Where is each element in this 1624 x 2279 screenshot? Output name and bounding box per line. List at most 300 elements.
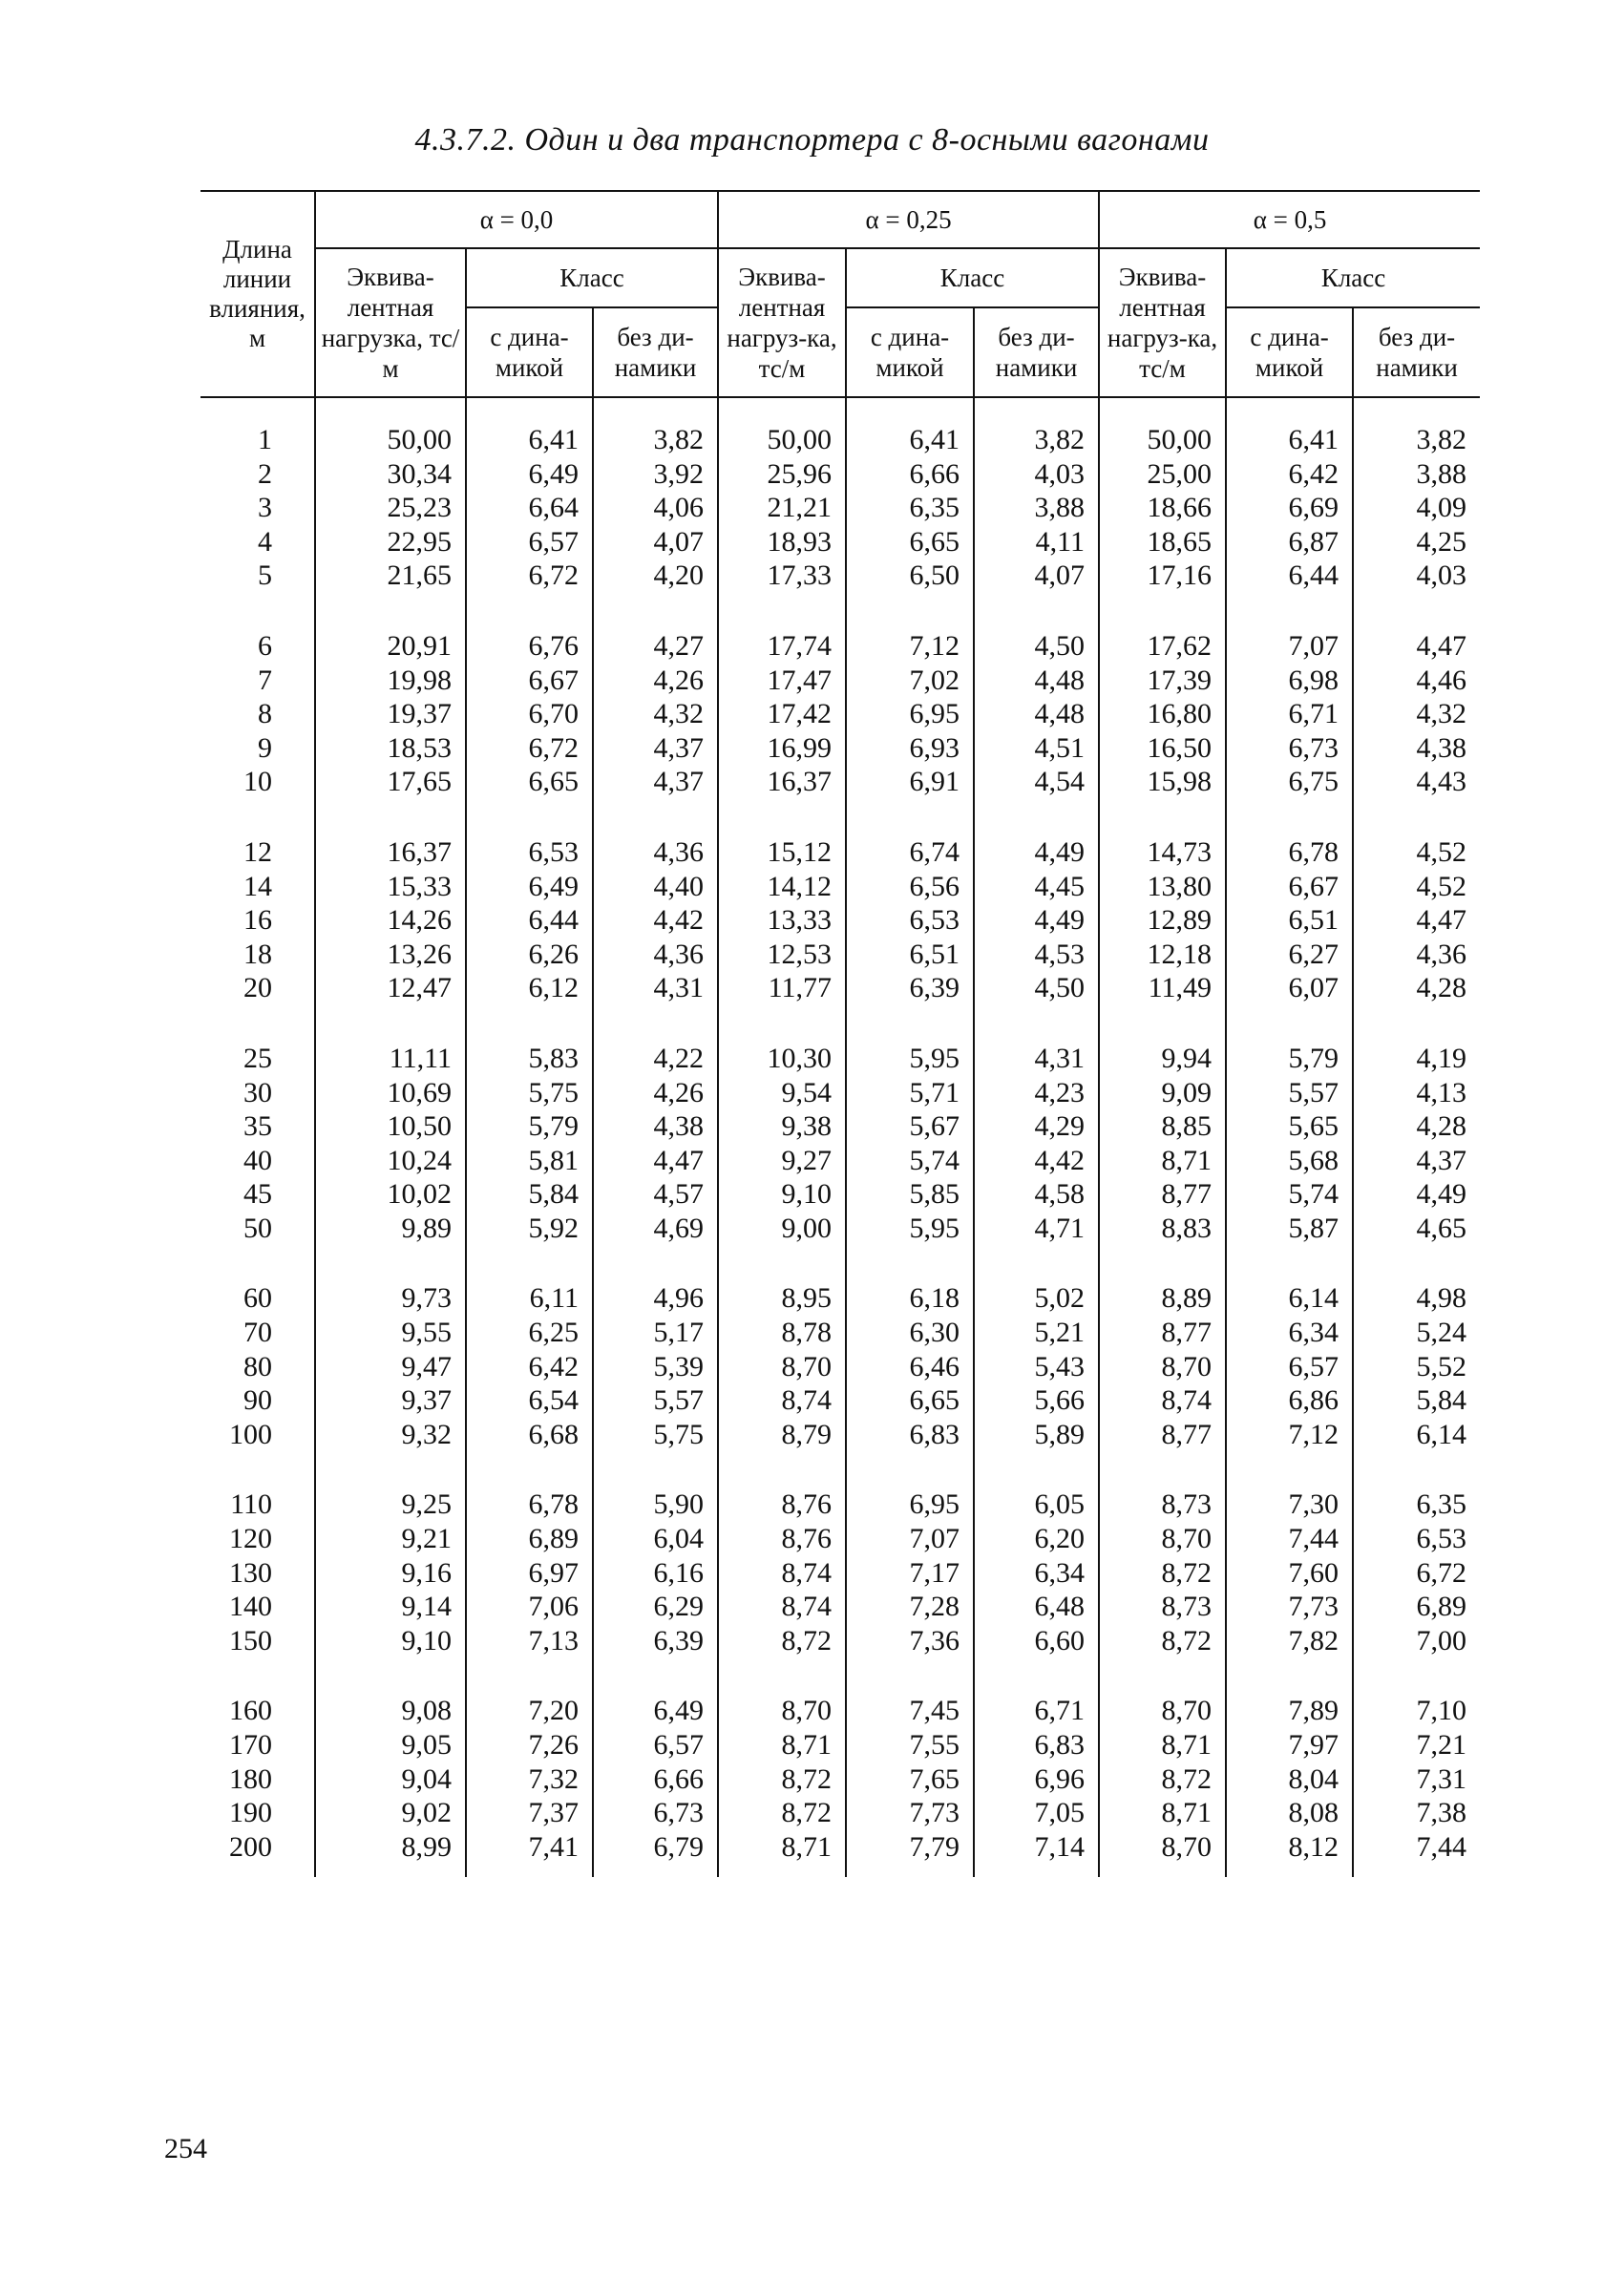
cell-with-dyn-a025: 7,07 xyxy=(846,1522,974,1556)
header-length-label: Длина линии влияния, м xyxy=(209,235,306,352)
cell-length: 3 xyxy=(258,492,272,524)
cell-eq-load-a05: 15,98 xyxy=(1099,765,1226,799)
cell-with-dyn-a025: 5,67 xyxy=(846,1109,974,1144)
cell-without-dyn-a05: 6,14 xyxy=(1353,1418,1480,1452)
cell-with-dyn-a05: 8,04 xyxy=(1226,1762,1353,1797)
header-with-dynamics: с дина-микой xyxy=(466,307,593,397)
cell-with-dyn-a0: 7,20 xyxy=(466,1657,593,1728)
cell-without-dyn-a05: 4,47 xyxy=(1353,903,1480,938)
cell-eq-load-a025: 17,47 xyxy=(718,664,846,698)
cell-with-dyn-a0: 6,42 xyxy=(466,1350,593,1384)
cell-length: 25 xyxy=(243,1042,272,1074)
cell-without-dyn-a025: 7,14 xyxy=(974,1830,1099,1878)
cell-eq-load-a0: 9,32 xyxy=(315,1418,466,1452)
cell-with-dyn-a0: 7,32 xyxy=(466,1762,593,1797)
cell-with-dyn-a025: 6,53 xyxy=(846,903,974,938)
cell-with-dyn-a05: 6,69 xyxy=(1226,491,1353,525)
header-klass: Класс xyxy=(846,248,1099,307)
header-equivalent-load: Эквива-лентная нагрузка, тс/м xyxy=(315,248,466,397)
cell-with-dyn-a025: 6,93 xyxy=(846,731,974,766)
cell-eq-load-a025: 8,72 xyxy=(718,1796,846,1830)
cell-with-dyn-a05: 6,75 xyxy=(1226,765,1353,799)
table-row xyxy=(200,1350,1480,1384)
cell-length: 1 xyxy=(258,424,272,455)
cell-with-dyn-a025: 6,41 xyxy=(846,397,974,457)
cell-with-dyn-a025: 6,95 xyxy=(846,697,974,731)
cell-without-dyn-a0: 6,57 xyxy=(593,1728,718,1762)
cell-eq-load-a0: 30,34 xyxy=(315,457,466,492)
cell-length: 20 xyxy=(243,972,272,1004)
cell-eq-load-a05: 8,74 xyxy=(1099,1383,1226,1418)
cell-eq-load-a0: 9,89 xyxy=(315,1212,466,1246)
cell-with-dyn-a025: 7,17 xyxy=(846,1556,974,1591)
table-row xyxy=(200,731,1480,766)
cell-with-dyn-a0: 6,72 xyxy=(466,731,593,766)
cell-with-dyn-a05: 6,07 xyxy=(1226,971,1353,1005)
cell-with-dyn-a0: 6,11 xyxy=(466,1245,593,1316)
cell-length: 60 xyxy=(243,1282,272,1315)
cell-length: 150 xyxy=(229,1624,272,1656)
table-row xyxy=(200,1451,1480,1522)
cell-eq-load-a025: 17,33 xyxy=(718,559,846,593)
cell-eq-load-a05: 12,18 xyxy=(1099,938,1226,972)
cell-without-dyn-a025: 6,96 xyxy=(974,1762,1099,1797)
cell-with-dyn-a025: 6,65 xyxy=(846,525,974,559)
cell-without-dyn-a05: 7,44 xyxy=(1353,1830,1480,1878)
cell-eq-load-a05: 8,72 xyxy=(1099,1624,1226,1658)
cell-without-dyn-a025: 3,88 xyxy=(974,491,1099,525)
cell-without-dyn-a05: 4,28 xyxy=(1353,1109,1480,1144)
table-row xyxy=(200,1657,1480,1728)
cell-without-dyn-a0: 6,66 xyxy=(593,1762,718,1797)
cell-eq-load-a05: 17,39 xyxy=(1099,664,1226,698)
cell-with-dyn-a05: 7,44 xyxy=(1226,1522,1353,1556)
table-row xyxy=(200,1418,1480,1452)
cell-without-dyn-a05: 6,72 xyxy=(1353,1556,1480,1591)
cell-with-dyn-a025: 5,71 xyxy=(846,1076,974,1110)
cell-without-dyn-a05: 4,52 xyxy=(1353,799,1480,870)
cell-with-dyn-a025: 7,79 xyxy=(846,1830,974,1878)
cell-eq-load-a0: 11,11 xyxy=(315,1005,466,1076)
cell-without-dyn-a025: 6,83 xyxy=(974,1728,1099,1762)
cell-with-dyn-a025: 5,95 xyxy=(846,1212,974,1246)
table-row xyxy=(200,1383,1480,1418)
cell-without-dyn-a0: 5,17 xyxy=(593,1316,718,1350)
cell-eq-load-a05: 18,66 xyxy=(1099,491,1226,525)
cell-without-dyn-a0: 6,73 xyxy=(593,1796,718,1830)
cell-with-dyn-a025: 5,95 xyxy=(846,1005,974,1076)
cell-eq-load-a025: 11,77 xyxy=(718,971,846,1005)
cell-without-dyn-a025: 4,07 xyxy=(974,559,1099,593)
cell-without-dyn-a0: 4,07 xyxy=(593,525,718,559)
cell-without-dyn-a05: 4,25 xyxy=(1353,525,1480,559)
cell-eq-load-a05: 25,00 xyxy=(1099,457,1226,492)
cell-without-dyn-a0: 6,04 xyxy=(593,1522,718,1556)
cell-eq-load-a025: 16,37 xyxy=(718,765,846,799)
cell-with-dyn-a05: 8,12 xyxy=(1226,1830,1353,1878)
cell-length: 110 xyxy=(230,1488,272,1521)
cell-without-dyn-a05: 4,36 xyxy=(1353,938,1480,972)
cell-with-dyn-a05: 6,14 xyxy=(1226,1245,1353,1316)
cell-eq-load-a0: 21,65 xyxy=(315,559,466,593)
table-row xyxy=(200,1624,1480,1658)
cell-eq-load-a05: 16,50 xyxy=(1099,731,1226,766)
cell-with-dyn-a0: 6,53 xyxy=(466,799,593,870)
header-equivalent-load: Эквива-лентная нагруз-ка, тс/м xyxy=(1099,248,1226,397)
cell-without-dyn-a0: 6,39 xyxy=(593,1624,718,1658)
cell-with-dyn-a0: 7,26 xyxy=(466,1728,593,1762)
table-row xyxy=(200,1728,1480,1762)
cell-without-dyn-a025: 5,21 xyxy=(974,1316,1099,1350)
cell-length: 7 xyxy=(258,664,272,696)
cell-without-dyn-a025: 5,66 xyxy=(974,1383,1099,1418)
table-row xyxy=(200,491,1480,525)
cell-length: 80 xyxy=(243,1350,272,1382)
cell-eq-load-a0: 19,98 xyxy=(315,664,466,698)
cell-with-dyn-a05: 7,82 xyxy=(1226,1624,1353,1658)
cell-eq-load-a0: 9,25 xyxy=(315,1451,466,1522)
cell-length: 190 xyxy=(229,1797,272,1829)
cell-with-dyn-a025: 6,39 xyxy=(846,971,974,1005)
cell-with-dyn-a05: 5,87 xyxy=(1226,1212,1353,1246)
cell-with-dyn-a0: 5,84 xyxy=(466,1177,593,1212)
cell-with-dyn-a0: 6,76 xyxy=(466,593,593,664)
cell-eq-load-a025: 8,70 xyxy=(718,1350,846,1384)
cell-with-dyn-a0: 6,49 xyxy=(466,457,593,492)
cell-with-dyn-a025: 7,28 xyxy=(846,1590,974,1624)
cell-with-dyn-a0: 5,92 xyxy=(466,1212,593,1246)
cell-without-dyn-a0: 4,69 xyxy=(593,1212,718,1246)
cell-without-dyn-a05: 6,35 xyxy=(1353,1451,1480,1522)
cell-without-dyn-a0: 4,37 xyxy=(593,731,718,766)
cell-eq-load-a025: 9,54 xyxy=(718,1076,846,1110)
cell-without-dyn-a025: 4,48 xyxy=(974,664,1099,698)
table-row xyxy=(200,559,1480,593)
cell-without-dyn-a05: 6,53 xyxy=(1353,1522,1480,1556)
cell-eq-load-a0: 20,91 xyxy=(315,593,466,664)
cell-without-dyn-a0: 5,39 xyxy=(593,1350,718,1384)
cell-eq-load-a05: 9,09 xyxy=(1099,1076,1226,1110)
cell-without-dyn-a025: 4,49 xyxy=(974,903,1099,938)
table-row xyxy=(200,971,1480,1005)
cell-with-dyn-a025: 5,85 xyxy=(846,1177,974,1212)
table-row xyxy=(200,1144,1480,1178)
cell-eq-load-a0: 13,26 xyxy=(315,938,466,972)
cell-with-dyn-a05: 7,07 xyxy=(1226,593,1353,664)
cell-without-dyn-a05: 7,38 xyxy=(1353,1796,1480,1830)
cell-with-dyn-a025: 7,55 xyxy=(846,1728,974,1762)
cell-eq-load-a05: 8,89 xyxy=(1099,1245,1226,1316)
cell-eq-load-a05: 16,80 xyxy=(1099,697,1226,731)
cell-eq-load-a025: 8,70 xyxy=(718,1657,846,1728)
cell-eq-load-a0: 9,08 xyxy=(315,1657,466,1728)
cell-eq-load-a05: 8,85 xyxy=(1099,1109,1226,1144)
cell-eq-load-a05: 8,70 xyxy=(1099,1657,1226,1728)
cell-eq-load-a0: 12,47 xyxy=(315,971,466,1005)
cell-with-dyn-a05: 6,67 xyxy=(1226,870,1353,904)
cell-with-dyn-a025: 6,18 xyxy=(846,1245,974,1316)
header-with-dynamics: с дина-микой xyxy=(1226,307,1353,397)
cell-with-dyn-a0: 6,44 xyxy=(466,903,593,938)
cell-with-dyn-a0: 6,49 xyxy=(466,870,593,904)
cell-with-dyn-a0: 5,79 xyxy=(466,1109,593,1144)
cell-without-dyn-a025: 5,43 xyxy=(974,1350,1099,1384)
table-row xyxy=(200,1177,1480,1212)
cell-with-dyn-a025: 6,51 xyxy=(846,938,974,972)
cell-without-dyn-a025: 4,49 xyxy=(974,799,1099,870)
table-row xyxy=(200,457,1480,492)
cell-eq-load-a0: 9,02 xyxy=(315,1796,466,1830)
cell-length: 18 xyxy=(243,938,272,970)
cell-eq-load-a0: 9,37 xyxy=(315,1383,466,1418)
cell-with-dyn-a05: 6,71 xyxy=(1226,697,1353,731)
cell-with-dyn-a05: 5,68 xyxy=(1226,1144,1353,1178)
page-number: 254 xyxy=(164,2133,207,2164)
table-row xyxy=(200,1245,1480,1316)
cell-eq-load-a025: 25,96 xyxy=(718,457,846,492)
cell-with-dyn-a0: 6,89 xyxy=(466,1522,593,1556)
cell-without-dyn-a05: 4,13 xyxy=(1353,1076,1480,1110)
cell-with-dyn-a025: 6,30 xyxy=(846,1316,974,1350)
cell-with-dyn-a025: 6,66 xyxy=(846,457,974,492)
table-row xyxy=(200,593,1480,664)
cell-eq-load-a0: 50,00 xyxy=(315,397,466,457)
cell-eq-load-a025: 17,74 xyxy=(718,593,846,664)
cell-eq-load-a05: 8,72 xyxy=(1099,1762,1226,1797)
cell-without-dyn-a0: 4,36 xyxy=(593,799,718,870)
cell-eq-load-a025: 18,93 xyxy=(718,525,846,559)
cell-length: 35 xyxy=(243,1110,272,1143)
cell-without-dyn-a0: 4,26 xyxy=(593,1076,718,1110)
table-row xyxy=(200,1109,1480,1144)
cell-eq-load-a0: 9,14 xyxy=(315,1590,466,1624)
cell-with-dyn-a05: 7,12 xyxy=(1226,1418,1353,1452)
cell-with-dyn-a05: 6,42 xyxy=(1226,457,1353,492)
cell-eq-load-a025: 50,00 xyxy=(718,397,846,457)
cell-without-dyn-a05: 4,32 xyxy=(1353,697,1480,731)
cell-with-dyn-a05: 5,57 xyxy=(1226,1076,1353,1110)
cell-with-dyn-a025: 6,95 xyxy=(846,1451,974,1522)
table-body xyxy=(200,397,1480,1877)
cell-without-dyn-a05: 5,84 xyxy=(1353,1383,1480,1418)
cell-length: 100 xyxy=(229,1418,272,1450)
table-row xyxy=(200,1005,1480,1076)
cell-eq-load-a025: 8,95 xyxy=(718,1245,846,1316)
cell-with-dyn-a05: 6,44 xyxy=(1226,559,1353,593)
cell-eq-load-a025: 13,33 xyxy=(718,903,846,938)
cell-with-dyn-a0: 5,81 xyxy=(466,1144,593,1178)
cell-without-dyn-a0: 4,20 xyxy=(593,559,718,593)
cell-without-dyn-a05: 4,47 xyxy=(1353,593,1480,664)
cell-without-dyn-a05: 7,00 xyxy=(1353,1624,1480,1658)
cell-with-dyn-a0: 6,57 xyxy=(466,525,593,559)
cell-with-dyn-a05: 7,97 xyxy=(1226,1728,1353,1762)
cell-eq-load-a05: 8,77 xyxy=(1099,1177,1226,1212)
cell-length: 130 xyxy=(229,1556,272,1589)
cell-with-dyn-a05: 6,98 xyxy=(1226,664,1353,698)
cell-without-dyn-a05: 5,52 xyxy=(1353,1350,1480,1384)
cell-eq-load-a0: 14,26 xyxy=(315,903,466,938)
cell-without-dyn-a0: 4,57 xyxy=(593,1177,718,1212)
cell-eq-load-a05: 8,73 xyxy=(1099,1590,1226,1624)
cell-eq-load-a025: 8,78 xyxy=(718,1316,846,1350)
table-row xyxy=(200,1590,1480,1624)
cell-with-dyn-a05: 5,74 xyxy=(1226,1177,1353,1212)
cell-with-dyn-a05: 6,57 xyxy=(1226,1350,1353,1384)
cell-without-dyn-a025: 4,23 xyxy=(974,1076,1099,1110)
header-equivalent-load: Эквива-лентная нагруз-ка, тс/м xyxy=(718,248,846,397)
cell-eq-load-a05: 8,71 xyxy=(1099,1728,1226,1762)
cell-with-dyn-a0: 7,13 xyxy=(466,1624,593,1658)
cell-without-dyn-a025: 4,51 xyxy=(974,731,1099,766)
cell-eq-load-a0: 9,21 xyxy=(315,1522,466,1556)
cell-with-dyn-a025: 7,12 xyxy=(846,593,974,664)
cell-length: 45 xyxy=(243,1178,272,1211)
cell-with-dyn-a05: 7,89 xyxy=(1226,1657,1353,1728)
cell-without-dyn-a025: 4,42 xyxy=(974,1144,1099,1178)
cell-with-dyn-a0: 7,41 xyxy=(466,1830,593,1878)
cell-eq-load-a05: 50,00 xyxy=(1099,397,1226,457)
cell-eq-load-a025: 9,10 xyxy=(718,1177,846,1212)
cell-eq-load-a0: 10,02 xyxy=(315,1177,466,1212)
table-row xyxy=(200,525,1480,559)
cell-without-dyn-a05: 7,31 xyxy=(1353,1762,1480,1797)
cell-eq-load-a025: 8,71 xyxy=(718,1728,846,1762)
cell-eq-load-a025: 10,30 xyxy=(718,1005,846,1076)
cell-without-dyn-a025: 6,48 xyxy=(974,1590,1099,1624)
cell-without-dyn-a025: 4,53 xyxy=(974,938,1099,972)
cell-with-dyn-a05: 6,87 xyxy=(1226,525,1353,559)
cell-with-dyn-a0: 6,26 xyxy=(466,938,593,972)
cell-with-dyn-a0: 6,70 xyxy=(466,697,593,731)
cell-with-dyn-a0: 6,72 xyxy=(466,559,593,593)
cell-with-dyn-a025: 7,45 xyxy=(846,1657,974,1728)
cell-without-dyn-a025: 4,50 xyxy=(974,593,1099,664)
cell-eq-load-a0: 19,37 xyxy=(315,697,466,731)
cell-with-dyn-a025: 7,36 xyxy=(846,1624,974,1658)
cell-without-dyn-a0: 4,42 xyxy=(593,903,718,938)
cell-length: 4 xyxy=(258,525,272,558)
cell-length: 200 xyxy=(229,1830,272,1863)
cell-length: 12 xyxy=(243,835,272,868)
cell-eq-load-a025: 9,00 xyxy=(718,1212,846,1246)
cell-eq-load-a025: 8,72 xyxy=(718,1762,846,1797)
header-alpha-05: α = 0,5 xyxy=(1099,191,1480,248)
page-title: 4.3.7.2. Один и два транспортера с 8-осными вагонами xyxy=(414,122,1210,158)
header-without-dynamics: без ди-намики xyxy=(593,307,718,397)
table-header xyxy=(200,191,1480,397)
cell-without-dyn-a0: 5,90 xyxy=(593,1451,718,1522)
cell-without-dyn-a0: 3,82 xyxy=(593,397,718,457)
cell-with-dyn-a05: 5,79 xyxy=(1226,1005,1353,1076)
cell-eq-load-a0: 22,95 xyxy=(315,525,466,559)
cell-eq-load-a05: 8,71 xyxy=(1099,1144,1226,1178)
cell-length: 14 xyxy=(243,870,272,902)
cell-with-dyn-a0: 6,25 xyxy=(466,1316,593,1350)
cell-eq-load-a0: 8,99 xyxy=(315,1830,466,1878)
cell-with-dyn-a0: 5,75 xyxy=(466,1076,593,1110)
cell-without-dyn-a0: 5,57 xyxy=(593,1383,718,1418)
cell-without-dyn-a0: 6,16 xyxy=(593,1556,718,1591)
cell-eq-load-a05: 8,71 xyxy=(1099,1796,1226,1830)
header-alpha-0: α = 0,0 xyxy=(315,191,718,248)
cell-with-dyn-a025: 6,74 xyxy=(846,799,974,870)
cell-eq-load-a05: 14,73 xyxy=(1099,799,1226,870)
cell-without-dyn-a05: 4,43 xyxy=(1353,765,1480,799)
cell-length: 160 xyxy=(229,1695,272,1727)
cell-eq-load-a05: 8,70 xyxy=(1099,1830,1226,1878)
header-without-dynamics: без ди-намики xyxy=(1353,307,1480,397)
cell-without-dyn-a0: 4,32 xyxy=(593,697,718,731)
cell-without-dyn-a05: 4,09 xyxy=(1353,491,1480,525)
table-row xyxy=(200,1556,1480,1591)
header-with-dynamics: с дина-микой xyxy=(846,307,974,397)
cell-without-dyn-a0: 4,26 xyxy=(593,664,718,698)
cell-without-dyn-a025: 4,48 xyxy=(974,697,1099,731)
cell-eq-load-a025: 8,79 xyxy=(718,1418,846,1452)
cell-eq-load-a025: 8,76 xyxy=(718,1451,846,1522)
cell-without-dyn-a0: 4,36 xyxy=(593,938,718,972)
cell-eq-load-a025: 17,42 xyxy=(718,697,846,731)
cell-with-dyn-a0: 6,97 xyxy=(466,1556,593,1591)
cell-eq-load-a05: 8,77 xyxy=(1099,1418,1226,1452)
cell-with-dyn-a0: 6,64 xyxy=(466,491,593,525)
cell-without-dyn-a0: 4,31 xyxy=(593,971,718,1005)
cell-length: 50 xyxy=(243,1212,272,1244)
cell-eq-load-a025: 8,74 xyxy=(718,1590,846,1624)
cell-eq-load-a05: 17,62 xyxy=(1099,593,1226,664)
cell-without-dyn-a0: 4,47 xyxy=(593,1144,718,1178)
cell-without-dyn-a0: 4,22 xyxy=(593,1005,718,1076)
cell-with-dyn-a0: 6,67 xyxy=(466,664,593,698)
cell-length: 90 xyxy=(243,1384,272,1417)
cell-with-dyn-a025: 6,35 xyxy=(846,491,974,525)
table-row xyxy=(200,1076,1480,1110)
cell-with-dyn-a0: 6,41 xyxy=(466,397,593,457)
header-klass: Класс xyxy=(466,248,718,307)
cell-eq-load-a0: 25,23 xyxy=(315,491,466,525)
cell-with-dyn-a05: 6,51 xyxy=(1226,903,1353,938)
cell-with-dyn-a05: 5,65 xyxy=(1226,1109,1353,1144)
cell-without-dyn-a05: 6,89 xyxy=(1353,1590,1480,1624)
cell-without-dyn-a025: 6,71 xyxy=(974,1657,1099,1728)
cell-without-dyn-a025: 4,45 xyxy=(974,870,1099,904)
cell-eq-load-a0: 10,24 xyxy=(315,1144,466,1178)
cell-without-dyn-a05: 4,52 xyxy=(1353,870,1480,904)
equivalent-load-table xyxy=(200,190,1480,1877)
cell-eq-load-a05: 12,89 xyxy=(1099,903,1226,938)
cell-length: 40 xyxy=(243,1144,272,1176)
cell-eq-load-a025: 8,74 xyxy=(718,1556,846,1591)
cell-with-dyn-a05: 7,30 xyxy=(1226,1451,1353,1522)
cell-without-dyn-a0: 4,40 xyxy=(593,870,718,904)
cell-without-dyn-a0: 6,29 xyxy=(593,1590,718,1624)
table-row xyxy=(200,870,1480,904)
cell-without-dyn-a05: 3,88 xyxy=(1353,457,1480,492)
cell-eq-load-a05: 8,72 xyxy=(1099,1556,1226,1591)
cell-length: 140 xyxy=(229,1591,272,1623)
cell-length: 10 xyxy=(243,766,272,798)
cell-eq-load-a0: 9,04 xyxy=(315,1762,466,1797)
cell-without-dyn-a0: 6,49 xyxy=(593,1657,718,1728)
cell-without-dyn-a025: 6,34 xyxy=(974,1556,1099,1591)
cell-eq-load-a025: 9,38 xyxy=(718,1109,846,1144)
table-row xyxy=(200,938,1480,972)
cell-length: 16 xyxy=(243,904,272,937)
table-row xyxy=(200,1796,1480,1830)
cell-eq-load-a0: 9,16 xyxy=(315,1556,466,1591)
cell-with-dyn-a0: 7,06 xyxy=(466,1590,593,1624)
